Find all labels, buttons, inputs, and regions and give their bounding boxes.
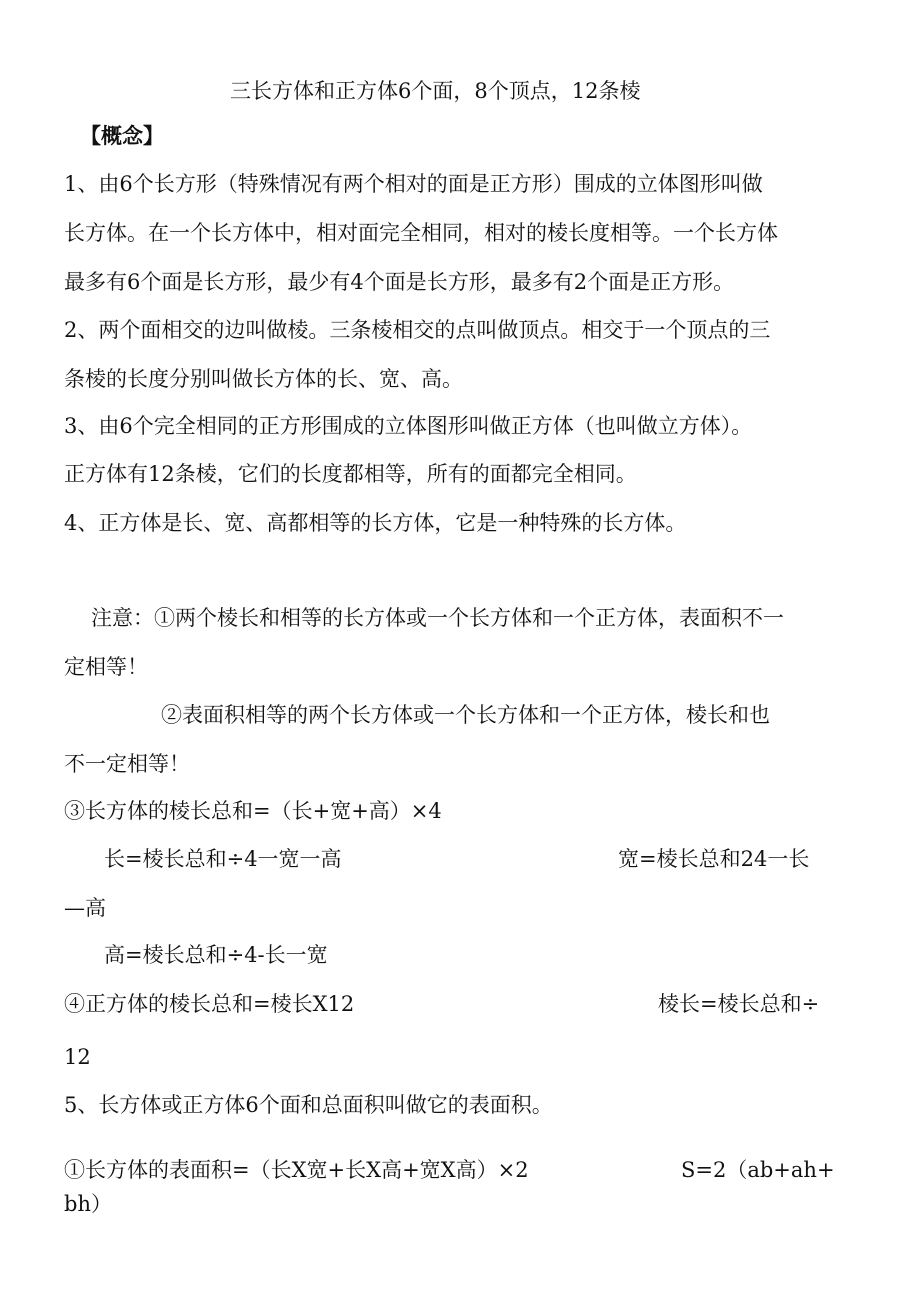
note-3-line-1: ③长方体的棱长总和=（长+宽+高）×4 [64, 799, 442, 823]
length-formula: 长=棱长总和÷4一宽一高 [104, 847, 342, 871]
note-4-line-1: ④正方体的棱长总和=棱长X12 [64, 992, 355, 1016]
paragraph-4-line-1: 4、正方体是长、宽、高都相等的长方体，它是一种特殊的长方体。 [64, 511, 687, 535]
paragraph-1-line-3: 最多有6个面是长方形，最少有4个面是长方形，最多有2个面是正方形。 [64, 270, 735, 294]
height-formula: 高=棱长总和÷4-长一宽 [104, 943, 328, 967]
width-formula-continued: —高 [64, 896, 106, 920]
note-1-line-2: 定相等！ [64, 655, 148, 679]
paragraph-2-line-1: 2、两个面相交的边叫做棱。三条棱相交的点叫做顶点。相交于一个顶点的三 [64, 318, 771, 342]
paragraph-2-line-2: 条棱的长度分别叫做长方体的长、宽、高。 [64, 367, 463, 391]
page-title: 三长方体和正方体6个面，8个顶点，12条棱 [230, 79, 641, 103]
note-2-line-2: 不一定相等！ [64, 752, 190, 776]
surface-area-formula-continued: bh） [64, 1192, 112, 1216]
surface-area-formula: S=2（ab+ah+ [681, 1158, 835, 1182]
edge-length-formula: 棱长=棱长总和÷ [658, 992, 820, 1016]
note-1-line-1: 注意：①两个棱长和相等的长方体或一个长方体和一个正方体，表面积不一 [91, 606, 784, 630]
paragraph-1-line-1: 1、由6个长方形（特殊情况有两个相对的面是正方形）围成的立体图形叫做 [64, 172, 763, 196]
paragraph-1-line-2: 长方体。在一个长方体中，相对面完全相同，相对的棱长度相等。一个长方体 [64, 221, 778, 245]
edge-length-formula-continued: 12 [64, 1045, 91, 1069]
width-formula: 宽=棱长总和24一长 [618, 847, 810, 871]
paragraph-3-line-1: 3、由6个完全相同的正方形围成的立体图形叫做正方体（也叫做立方体）。 [64, 414, 753, 438]
note-2-line-1: ②表面积相等的两个长方体或一个长方体和一个正方体，棱长和也 [161, 703, 770, 727]
paragraph-5-line-1: 5、长方体或正方体6个面和总面积叫做它的表面积。 [64, 1093, 553, 1117]
surface-area-line-1: ①长方体的表面积=（长X宽+长X高+宽X高）×2 [64, 1158, 529, 1182]
section-heading: 【概念】 [80, 123, 164, 148]
paragraph-3-line-2: 正方体有12条棱，它们的长度都相等，所有的面都完全相同。 [64, 462, 637, 486]
